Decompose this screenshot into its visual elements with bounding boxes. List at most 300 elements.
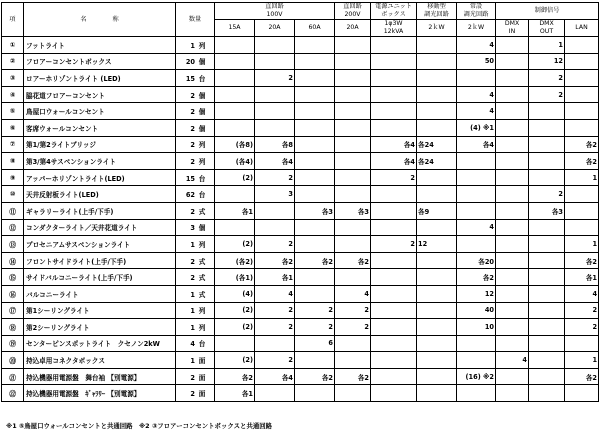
cell-20a: 2 bbox=[255, 70, 295, 87]
row-number: ㉒ bbox=[2, 385, 24, 402]
header-power-unit: 電源ユニット ボックス bbox=[371, 3, 417, 20]
cell-lan bbox=[565, 385, 599, 402]
cell-15a bbox=[215, 70, 255, 87]
row-quantity bbox=[176, 302, 215, 319]
cell-dmx-out bbox=[529, 219, 565, 236]
cell-power-unit bbox=[371, 119, 417, 136]
row-quantity bbox=[176, 153, 215, 170]
cell-dmx-out: 2 bbox=[529, 70, 565, 87]
cell-200v-20a bbox=[335, 269, 371, 286]
quantity-number: 15 bbox=[185, 174, 195, 183]
table-row bbox=[2, 202, 599, 219]
quantity-number: 2 bbox=[190, 108, 195, 117]
cell-200v-20a: 2 bbox=[335, 319, 371, 336]
table-row bbox=[2, 119, 599, 136]
quantity-unit: 式 bbox=[198, 257, 206, 266]
quantity-number: 2 bbox=[190, 124, 195, 133]
cell-dmx-in: 4 bbox=[496, 352, 529, 369]
quantity-unit: 面 bbox=[198, 373, 206, 382]
cell-200v-20a bbox=[335, 385, 371, 402]
cell-lan bbox=[565, 186, 599, 203]
cell-fixed-dimmer: 40 bbox=[457, 302, 496, 319]
cell-lan: 1 bbox=[565, 236, 599, 253]
cell-20a: 4 bbox=[255, 285, 295, 302]
cell-fixed-dimmer: 50 bbox=[457, 53, 496, 70]
cell-60a bbox=[295, 186, 335, 203]
cell-mobile-dimmer bbox=[417, 252, 457, 269]
table-row bbox=[2, 136, 599, 153]
row-quantity bbox=[176, 103, 215, 120]
cell-lan bbox=[565, 119, 599, 136]
header-control-signal: 制御信号 bbox=[496, 3, 599, 20]
cell-dmx-in bbox=[496, 86, 529, 103]
cell-20a: 各8 bbox=[255, 136, 295, 153]
cell-20a: 各2 bbox=[255, 252, 295, 269]
cell-fixed-dimmer: 12 bbox=[457, 285, 496, 302]
row-number: ⑬ bbox=[2, 236, 24, 253]
row-number: ⑦ bbox=[2, 136, 24, 153]
cell-mobile-dimmer bbox=[417, 385, 457, 402]
quantity-number: 2 bbox=[190, 141, 195, 150]
cell-lan bbox=[565, 53, 599, 70]
table-row bbox=[2, 319, 599, 336]
quantity-unit: 列 bbox=[198, 323, 206, 332]
table-row bbox=[2, 252, 599, 269]
cell-power-unit bbox=[371, 335, 417, 352]
quantity-number: 1 bbox=[190, 240, 195, 249]
cell-60a: 各3 bbox=[295, 202, 335, 219]
cell-200v-20a bbox=[335, 219, 371, 236]
cell-mobile-dimmer bbox=[417, 103, 457, 120]
table-row bbox=[2, 352, 599, 369]
cell-200v-20a bbox=[335, 70, 371, 87]
cell-60a bbox=[295, 86, 335, 103]
quantity-unit: 列 bbox=[198, 240, 206, 249]
cell-fixed-dimmer bbox=[457, 335, 496, 352]
cell-15a bbox=[215, 219, 255, 236]
row-quantity bbox=[176, 37, 215, 54]
cell-power-unit bbox=[371, 70, 417, 87]
quantity-number: 20 bbox=[185, 58, 195, 67]
row-name: バルコニーライト bbox=[24, 285, 176, 302]
table-body bbox=[2, 37, 599, 402]
row-name: フロントサイドライト(上手/下手) bbox=[24, 252, 176, 269]
cell-lan bbox=[565, 86, 599, 103]
row-number: ② bbox=[2, 53, 24, 70]
header-200v-20a: 20A bbox=[335, 20, 371, 37]
cell-dmx-out: 1 bbox=[529, 37, 565, 54]
cell-power-unit bbox=[371, 319, 417, 336]
table-row bbox=[2, 37, 599, 54]
cell-200v-20a bbox=[335, 186, 371, 203]
cell-60a bbox=[295, 385, 335, 402]
quantity-unit: 面 bbox=[198, 390, 206, 399]
quantity-unit: 個 bbox=[198, 224, 206, 233]
cell-15a: (各2) bbox=[215, 252, 255, 269]
cell-dmx-out: 2 bbox=[529, 86, 565, 103]
cell-mobile-dimmer: 各24 bbox=[417, 153, 457, 170]
cell-dmx-out: 2 bbox=[529, 186, 565, 203]
row-quantity bbox=[176, 285, 215, 302]
row-name: ギャラリーライト(上手/下手) bbox=[24, 202, 176, 219]
quantity-unit: 台 bbox=[198, 174, 206, 183]
table-row bbox=[2, 302, 599, 319]
cell-dmx-in bbox=[496, 285, 529, 302]
cell-lan: 各2 bbox=[565, 368, 599, 385]
cell-lan bbox=[565, 335, 599, 352]
table-row bbox=[2, 368, 599, 385]
quantity-number: 62 bbox=[185, 191, 195, 200]
cell-15a bbox=[215, 119, 255, 136]
quantity-number: 1 bbox=[190, 290, 195, 299]
cell-power-unit bbox=[371, 219, 417, 236]
cell-60a: 各2 bbox=[295, 368, 335, 385]
row-name: 持込機器用電源盤 舞台袖 【別電源】 bbox=[24, 368, 176, 385]
cell-fixed-dimmer: 4 bbox=[457, 37, 496, 54]
table-row bbox=[2, 153, 599, 170]
cell-15a: 各2 bbox=[215, 368, 255, 385]
cell-mobile-dimmer bbox=[417, 186, 457, 203]
cell-20a: 2 bbox=[255, 302, 295, 319]
header-20a: 20A bbox=[255, 20, 295, 37]
cell-20a bbox=[255, 119, 295, 136]
cell-fixed-dimmer: 各4 bbox=[457, 136, 496, 153]
cell-lan: 1 bbox=[565, 352, 599, 369]
cell-dmx-in bbox=[496, 236, 529, 253]
row-number: ⑭ bbox=[2, 252, 24, 269]
cell-dmx-in bbox=[496, 385, 529, 402]
cell-lan bbox=[565, 37, 599, 54]
header-no: 項 bbox=[2, 3, 24, 37]
cell-power-unit bbox=[371, 37, 417, 54]
cell-20a bbox=[255, 37, 295, 54]
cell-60a bbox=[295, 169, 335, 186]
cell-fixed-dimmer bbox=[457, 169, 496, 186]
row-quantity bbox=[176, 53, 215, 70]
circuit-spec-sheet bbox=[1, 2, 598, 402]
cell-lan: 4 bbox=[565, 285, 599, 302]
cell-lan bbox=[565, 202, 599, 219]
cell-15a bbox=[215, 335, 255, 352]
header-name: 名 称 bbox=[24, 3, 176, 37]
cell-200v-20a: 2 bbox=[335, 302, 371, 319]
cell-lan: 1 bbox=[565, 169, 599, 186]
row-number: ㉑ bbox=[2, 368, 24, 385]
cell-power-unit bbox=[371, 368, 417, 385]
cell-200v-20a bbox=[335, 236, 371, 253]
cell-mobile-dimmer bbox=[417, 70, 457, 87]
cell-fixed-dimmer bbox=[457, 385, 496, 402]
cell-20a bbox=[255, 335, 295, 352]
table-row bbox=[2, 70, 599, 87]
cell-fixed-dimmer: 各2 bbox=[457, 269, 496, 286]
cell-mobile-dimmer bbox=[417, 319, 457, 336]
row-name: コンダクターライト／天井花道ライト bbox=[24, 219, 176, 236]
row-name: 鳥屋口ウォールコンセント bbox=[24, 103, 176, 120]
row-name: 第3/第4サスペンションライト bbox=[24, 153, 176, 170]
row-quantity bbox=[176, 236, 215, 253]
cell-lan bbox=[565, 219, 599, 236]
cell-dmx-out bbox=[529, 269, 565, 286]
row-number: ⑱ bbox=[2, 319, 24, 336]
quantity-number: 2 bbox=[190, 157, 195, 166]
row-quantity bbox=[176, 119, 215, 136]
row-number: ⑨ bbox=[2, 169, 24, 186]
cell-20a bbox=[255, 86, 295, 103]
quantity-number: 2 bbox=[190, 91, 195, 100]
cell-20a: 2 bbox=[255, 236, 295, 253]
cell-15a: (各8) bbox=[215, 136, 255, 153]
cell-lan: 各2 bbox=[565, 136, 599, 153]
row-quantity bbox=[176, 269, 215, 286]
cell-60a bbox=[295, 269, 335, 286]
quantity-unit: 台 bbox=[198, 74, 206, 83]
quantity-unit: 個 bbox=[198, 108, 206, 117]
cell-60a bbox=[295, 136, 335, 153]
row-name: フットライト bbox=[24, 37, 176, 54]
cell-20a: 2 bbox=[255, 352, 295, 369]
cell-15a: (各1) bbox=[215, 269, 255, 286]
cell-mobile-dimmer bbox=[417, 169, 457, 186]
cell-dmx-in bbox=[496, 202, 529, 219]
circuit-table bbox=[1, 2, 599, 402]
quantity-unit: 面 bbox=[198, 357, 206, 366]
quantity-number: 2 bbox=[190, 257, 195, 266]
cell-15a bbox=[215, 86, 255, 103]
cell-dmx-out bbox=[529, 335, 565, 352]
cell-fixed-dimmer: 10 bbox=[457, 319, 496, 336]
cell-15a: (4) bbox=[215, 285, 255, 302]
cell-dmx-in bbox=[496, 219, 529, 236]
cell-dmx-out bbox=[529, 119, 565, 136]
cell-15a: 各1 bbox=[215, 202, 255, 219]
cell-dmx-in bbox=[496, 37, 529, 54]
quantity-unit: 列 bbox=[198, 157, 206, 166]
cell-60a bbox=[295, 70, 335, 87]
cell-20a bbox=[255, 103, 295, 120]
quantity-unit: 個 bbox=[198, 124, 206, 133]
cell-lan: 各2 bbox=[565, 153, 599, 170]
cell-dmx-in bbox=[496, 70, 529, 87]
cell-dmx-out bbox=[529, 153, 565, 170]
cell-dmx-out: 12 bbox=[529, 53, 565, 70]
header-qty: 数量 bbox=[176, 3, 215, 37]
row-name: 客席ウォールコンセント bbox=[24, 119, 176, 136]
row-quantity bbox=[176, 252, 215, 269]
row-number: ⑩ bbox=[2, 186, 24, 203]
cell-mobile-dimmer: 各9 bbox=[417, 202, 457, 219]
cell-20a: 3 bbox=[255, 186, 295, 203]
table-row bbox=[2, 86, 599, 103]
cell-dmx-in bbox=[496, 53, 529, 70]
cell-20a: 各1 bbox=[255, 269, 295, 286]
cell-dmx-in bbox=[496, 169, 529, 186]
cell-20a: 2 bbox=[255, 169, 295, 186]
cell-20a bbox=[255, 219, 295, 236]
row-name: フロアーコンセントボックス bbox=[24, 53, 176, 70]
cell-mobile-dimmer bbox=[417, 269, 457, 286]
cell-fixed-dimmer bbox=[457, 202, 496, 219]
cell-power-unit: 2 bbox=[371, 236, 417, 253]
cell-power-unit: 2 bbox=[371, 169, 417, 186]
cell-power-unit bbox=[371, 202, 417, 219]
row-number: ⑯ bbox=[2, 285, 24, 302]
cell-power-unit: 各4 bbox=[371, 153, 417, 170]
cell-15a: (各4) bbox=[215, 153, 255, 170]
cell-200v-20a bbox=[335, 37, 371, 54]
row-quantity bbox=[176, 136, 215, 153]
table-row bbox=[2, 385, 599, 402]
row-quantity bbox=[176, 352, 215, 369]
cell-60a bbox=[295, 37, 335, 54]
cell-dmx-in bbox=[496, 103, 529, 120]
quantity-number: 1 bbox=[190, 307, 195, 316]
row-name: プロセニアムサスペンションライト bbox=[24, 236, 176, 253]
cell-60a bbox=[295, 119, 335, 136]
cell-200v-20a bbox=[335, 169, 371, 186]
cell-power-unit bbox=[371, 385, 417, 402]
header-mobile-2kw: 2ｋW bbox=[417, 20, 457, 37]
table-row bbox=[2, 269, 599, 286]
cell-fixed-dimmer bbox=[457, 70, 496, 87]
cell-15a bbox=[215, 103, 255, 120]
row-name: 持込機器用電源盤 ｷﾞｬﾗﾘｰ 【別電源】 bbox=[24, 385, 176, 402]
header-fixed-2kw: 2ｋW bbox=[457, 20, 496, 37]
cell-60a bbox=[295, 53, 335, 70]
row-number: ⑮ bbox=[2, 269, 24, 286]
quantity-unit: 個 bbox=[198, 91, 206, 100]
row-quantity bbox=[176, 219, 215, 236]
table-row bbox=[2, 186, 599, 203]
cell-dmx-out bbox=[529, 103, 565, 120]
header-power-spec: 1φ3W 12kVA bbox=[371, 20, 417, 37]
cell-15a: (2) bbox=[215, 319, 255, 336]
header-dmx-in: DMX IN bbox=[496, 20, 529, 37]
cell-power-unit bbox=[371, 252, 417, 269]
cell-mobile-dimmer bbox=[417, 219, 457, 236]
row-number: ⑳ bbox=[2, 352, 24, 369]
cell-fixed-dimmer bbox=[457, 352, 496, 369]
row-quantity bbox=[176, 368, 215, 385]
cell-dmx-in bbox=[496, 153, 529, 170]
cell-200v-20a: 各3 bbox=[335, 202, 371, 219]
row-quantity bbox=[176, 385, 215, 402]
cell-15a: (2) bbox=[215, 169, 255, 186]
row-quantity bbox=[176, 335, 215, 352]
cell-dmx-out bbox=[529, 285, 565, 302]
cell-dmx-in bbox=[496, 136, 529, 153]
quantity-number: 15 bbox=[185, 74, 195, 83]
header-mobile-dimmer: 移動型 調光回路 bbox=[417, 3, 457, 20]
cell-lan bbox=[565, 103, 599, 120]
quantity-number: 3 bbox=[190, 224, 195, 233]
row-name: センターピンスポットライト クセノン2kW bbox=[24, 335, 176, 352]
cell-200v-20a bbox=[335, 335, 371, 352]
table-row bbox=[2, 53, 599, 70]
quantity-number: 2 bbox=[190, 207, 195, 216]
cell-15a bbox=[215, 37, 255, 54]
cell-200v-20a bbox=[335, 103, 371, 120]
row-name: サイドバルコニーライト(上手/下手) bbox=[24, 269, 176, 286]
row-name: 脇花道フロアーコンセント bbox=[24, 86, 176, 103]
cell-mobile-dimmer bbox=[417, 86, 457, 103]
cell-power-unit bbox=[371, 285, 417, 302]
cell-60a bbox=[295, 219, 335, 236]
cell-dmx-out bbox=[529, 169, 565, 186]
cell-15a: (2) bbox=[215, 352, 255, 369]
row-name: アッパーホリゾントライト(LED) bbox=[24, 169, 176, 186]
cell-dmx-in bbox=[496, 269, 529, 286]
cell-power-unit bbox=[371, 86, 417, 103]
cell-dmx-in bbox=[496, 252, 529, 269]
cell-200v-20a bbox=[335, 136, 371, 153]
cell-dmx-out: 各3 bbox=[529, 202, 565, 219]
cell-mobile-dimmer bbox=[417, 119, 457, 136]
table-row bbox=[2, 285, 599, 302]
row-quantity bbox=[176, 169, 215, 186]
cell-lan bbox=[565, 70, 599, 87]
cell-lan: 2 bbox=[565, 302, 599, 319]
header-15a: 15A bbox=[215, 20, 255, 37]
quantity-number: 2 bbox=[190, 373, 195, 382]
cell-dmx-out bbox=[529, 368, 565, 385]
cell-fixed-dimmer: 4 bbox=[457, 103, 496, 120]
row-quantity bbox=[176, 186, 215, 203]
cell-power-unit bbox=[371, 53, 417, 70]
cell-15a: 各1 bbox=[215, 385, 255, 402]
cell-power-unit bbox=[371, 352, 417, 369]
quantity-number: 2 bbox=[190, 390, 195, 399]
cell-fixed-dimmer bbox=[457, 186, 496, 203]
cell-fixed-dimmer bbox=[457, 236, 496, 253]
cell-200v-20a bbox=[335, 119, 371, 136]
quantity-number: 4 bbox=[190, 340, 195, 349]
quantity-unit: 台 bbox=[198, 191, 206, 200]
cell-mobile-dimmer: 各24 bbox=[417, 136, 457, 153]
cell-lan: 各2 bbox=[565, 252, 599, 269]
row-number: ④ bbox=[2, 86, 24, 103]
cell-mobile-dimmer bbox=[417, 285, 457, 302]
row-number: ⑤ bbox=[2, 103, 24, 120]
row-number: ⑪ bbox=[2, 202, 24, 219]
footnote: ※1 ⑤鳥屋口ウォールコンセントと共通回路 ※2 ③フロアーコンセントボックスと共通回路 bbox=[6, 422, 273, 430]
cell-fixed-dimmer: (4) ※1 bbox=[457, 119, 496, 136]
cell-dmx-in bbox=[496, 119, 529, 136]
cell-20a: 各4 bbox=[255, 368, 295, 385]
table-row bbox=[2, 236, 599, 253]
cell-60a: 各2 bbox=[295, 252, 335, 269]
table-row bbox=[2, 219, 599, 236]
cell-dmx-out bbox=[529, 136, 565, 153]
quantity-number: 1 bbox=[190, 323, 195, 332]
header-fixed-dimmer: 常設 調光回路 bbox=[457, 3, 496, 20]
row-name: ロアーホリゾントライト (LED) bbox=[24, 70, 176, 87]
cell-200v-20a bbox=[335, 86, 371, 103]
row-number: ⑫ bbox=[2, 219, 24, 236]
quantity-unit: 列 bbox=[198, 141, 206, 150]
cell-20a bbox=[255, 53, 295, 70]
row-quantity bbox=[176, 70, 215, 87]
cell-60a bbox=[295, 153, 335, 170]
header-dmx-out: DMX OUT bbox=[529, 20, 565, 37]
cell-15a: (2) bbox=[215, 302, 255, 319]
quantity-unit: 列 bbox=[198, 307, 206, 316]
cell-mobile-dimmer bbox=[417, 302, 457, 319]
cell-dmx-in bbox=[496, 302, 529, 319]
row-quantity bbox=[176, 202, 215, 219]
cell-dmx-in bbox=[496, 368, 529, 385]
row-number: ⑥ bbox=[2, 119, 24, 136]
